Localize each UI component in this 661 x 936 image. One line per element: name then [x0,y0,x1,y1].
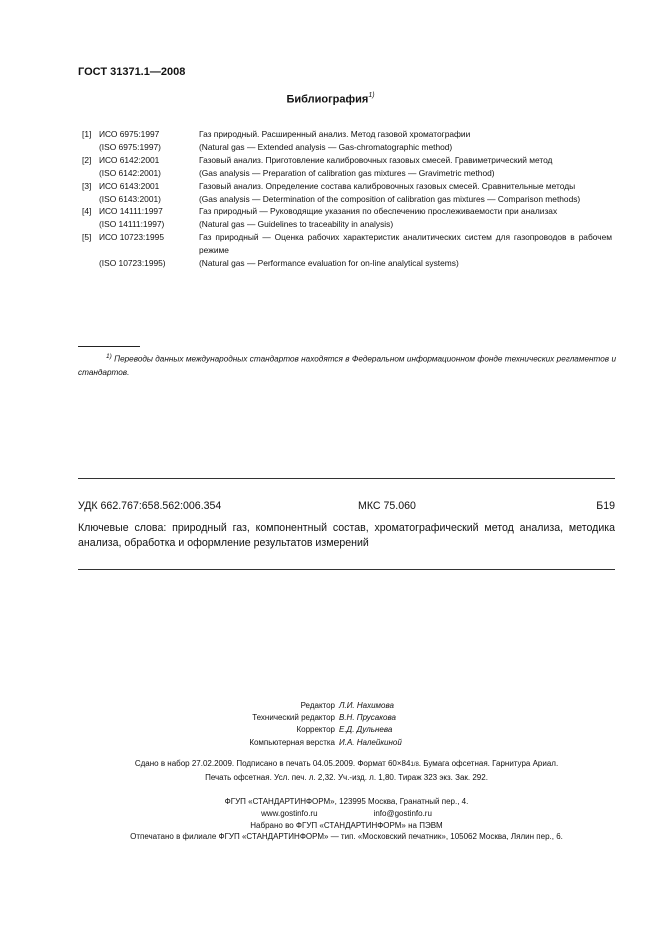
bibliography-text: (Gas analysis — Preparation of calibration gas mixtures — Gravimetric method) [199,167,495,178]
publisher-info [78,796,615,843]
bibliography-num [82,167,99,180]
bibliography-num [82,218,99,231]
credits [0,700,661,749]
credit-name: Л.И. Нахимова [339,701,394,710]
credit-name: В.Н. Прусакова [339,713,396,723]
bibliography-num: [3] [82,180,92,191]
printed-info: Отпечатано в филиале ФГУП «СТАНДАРТИНФОРМ» — тип. «Московский печатник», 105062 Москва, Лялин пер., 6. [130,832,563,842]
footnote [78,350,616,379]
title-text: Библиография [286,93,369,106]
bibliography-code: (ISO 10723:1995) [99,258,166,269]
print-info [78,758,615,784]
publisher-email[interactable]: info@gostinfo.ru [373,808,432,818]
credit-role: Компьютерная верстка [249,737,335,747]
bibliography-text: (Gas analysis — Determination of the composition of calibration gas mixtures — Comparison methods) [199,193,581,204]
bibliography-item [82,257,612,270]
credit-row [0,737,661,749]
bibliography-item [82,231,612,257]
divider-bottom [78,569,615,570]
publisher-address: ФГУП «СТАНДАРТИНФОРМ», 123995 Москва, Гранатный пер., 4. [224,797,469,806]
bibliography-num: [1] [82,129,92,139]
bibliography-code: ИСО 14111:1997 [99,206,163,217]
bibliography-num: [4] [82,206,92,217]
bibliography-item [82,167,612,180]
bibliography-item [82,154,612,167]
bibliography-code: ИСО 6143:2001 [99,180,160,191]
print-line-2: Печать офсетная. Усл. печ. л. 2,32. Уч.-изд. л. 1,80. Тираж 323 экз. Зак. 292. [205,772,488,782]
bibliography-num [82,141,99,154]
bibliography-list [82,128,612,270]
footnote-mark: 1) [106,353,112,360]
publisher-links [78,808,615,820]
credit-role: Редактор [300,701,335,710]
bibliography-item [82,218,612,231]
bibliography-code: ИСО 6975:1997 [99,129,160,139]
credit-row [0,700,661,712]
bibliography-text: (Natural gas — Performance evaluation for on-line analytical systems) [199,258,459,269]
page-title [0,93,661,106]
credit-row [0,724,661,736]
bibliography-num [82,257,99,270]
print-line-1: Сдано в набор 27.02.2009. Подписано в печать 04.05.2009. Формат 60×841/8. Бумага офсетная. Гарнитура Ариал. [134,759,559,768]
bibliography-text: Газ природный — Руководящие указания по обеспечению прослеживаемости при анализах [199,206,558,217]
bibliography-code: ИСО 10723:1995 [99,232,164,243]
bibliography-code: ИСО 6142:2001 [99,154,160,165]
bibliography-text: Газ природный. Расширенный анализ. Метод газовой хроматографии [199,129,471,139]
bibliography-num: [2] [82,154,92,165]
mks-code: МКС 75.060 [358,500,416,512]
credit-role: Корректор [296,725,335,735]
divider-top [78,478,615,479]
bibliography-num: [5] [82,232,92,243]
format-fraction: 1/8 [410,762,419,768]
title-footnote-mark: 1) [368,92,375,99]
bibliography-text: (Natural gas — Guidelines to traceability in analysis) [199,219,394,230]
bibliography-item [82,180,612,193]
keywords: Ключевые слова: природный газ, компонентный состав, хроматографический метод анализа, методика анализа, обработка и оформление результатов измерений [78,522,615,549]
bibliography-item [82,205,612,218]
bibliography-code: (ISO 6143:2001) [99,193,161,204]
bibliography-text: Газовый анализ. Приготовление калибровочных газовых смесей. Гравиметрический метод [199,154,553,165]
footnote-text: Переводы данных международных стандартов находятся в Федеральном информационном фонде технических регламентов и стандартов. [78,354,616,377]
bibliography-text: Газовый анализ. Определение состава калибровочных газовых смесей. Сравнительные методы [199,180,576,191]
credit-name: Е.Д. Дульнева [339,725,393,735]
credit-row [0,712,661,724]
bibliography-code: (ISO 14111:1997) [99,219,165,230]
udk-code: УДК 662.767:658.562:006.354 [78,500,222,512]
credit-name: И.А. Налейкиной [339,737,402,747]
bibliography-item [82,193,612,206]
bibliography-text: Газ природный — Оценка рабочих характеристик аналитических систем для газопроводов в рабочем режиме [199,232,612,256]
bibliography-num [82,193,99,206]
bibliography-text: (Natural gas — Extended analysis — Gas-chromatographic method) [199,141,453,152]
typeset-info: Набрано во ФГУП «СТАНДАРТИНФОРМ» на ПЭВМ [250,820,443,830]
bibliography-code: (ISO 6142:2001) [99,167,161,178]
credit-role: Технический редактор [252,713,335,723]
bibliography-item [82,128,612,141]
category-code: Б19 [596,500,615,512]
publisher-website[interactable]: www.gostinfo.ru [261,808,318,818]
document-header: ГОСТ 31371.1—2008 [78,66,186,78]
footnote-divider [78,346,140,347]
bibliography-code: (ISO 6975:1997) [99,141,161,152]
bibliography-item [82,141,612,154]
